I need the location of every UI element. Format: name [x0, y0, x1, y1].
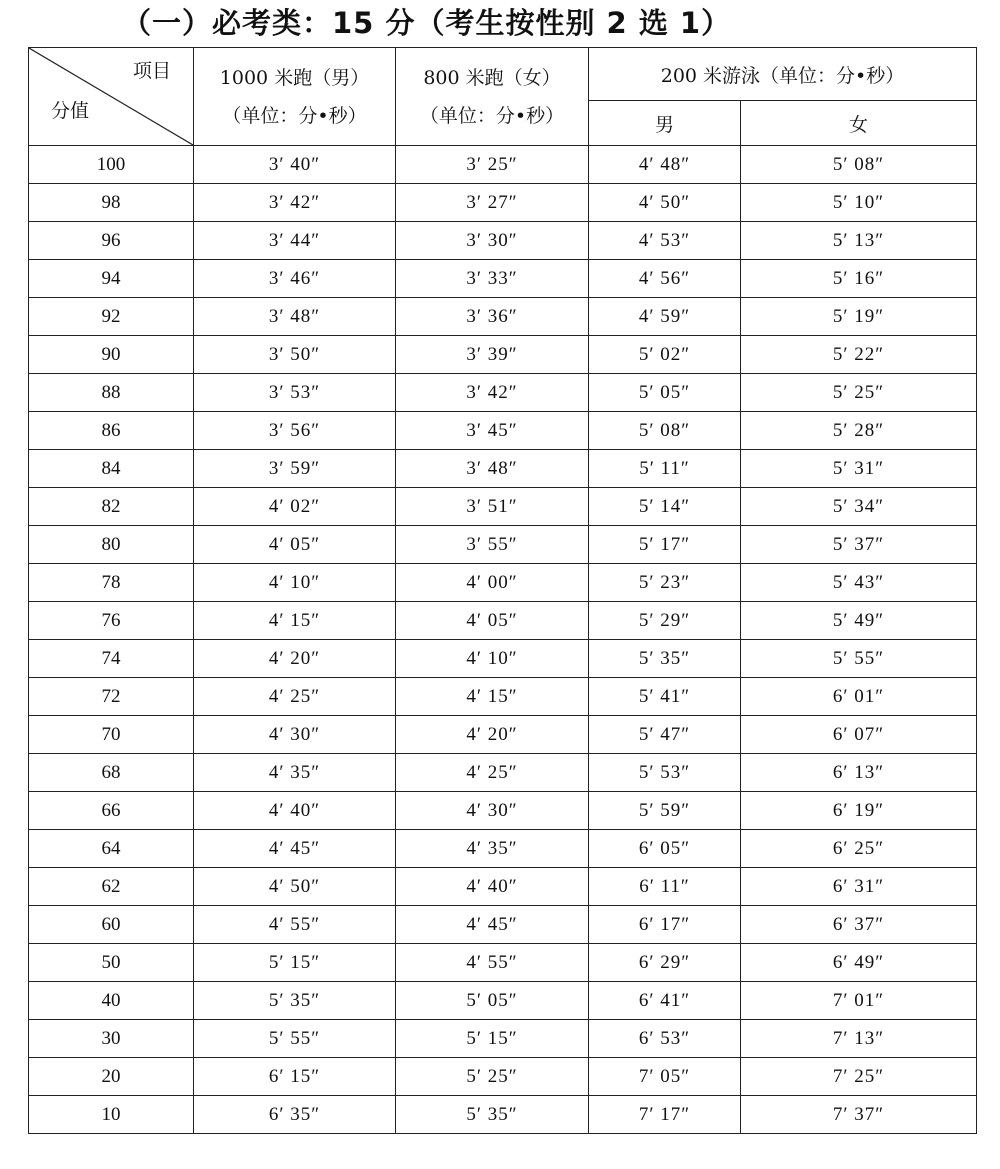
run-1000-cell: 5′ 35″	[194, 982, 396, 1020]
run-800-cell: 4′ 55″	[396, 944, 589, 982]
swim-male-cell: 5′ 08″	[589, 412, 741, 450]
swim-female-cell: 6′ 25″	[741, 830, 977, 868]
table-row	[29, 184, 977, 222]
run-1000-cell: 5′ 15″	[194, 944, 396, 982]
score-cell: 72	[29, 678, 194, 716]
header-swim-200: 200 米游泳（单位：分•秒）	[589, 48, 977, 101]
run-1000-cell: 3′ 48″	[194, 298, 396, 336]
swim-male-cell: 5′ 14″	[589, 488, 741, 526]
item-label: 项目	[132, 60, 171, 82]
swim-female-cell: 5′ 31″	[741, 450, 977, 488]
swim-male-cell: 5′ 29″	[589, 602, 741, 640]
run-1000-cell: 5′ 55″	[194, 1020, 396, 1058]
table-row	[29, 906, 977, 944]
run-1000-cell: 4′ 45″	[194, 830, 396, 868]
scoring-table	[28, 47, 977, 1134]
swim-male-cell: 5′ 47″	[589, 716, 741, 754]
score-cell: 80	[29, 526, 194, 564]
table-row	[29, 1058, 977, 1096]
score-cell: 74	[29, 640, 194, 678]
table-row	[29, 640, 977, 678]
header-run-1000-male	[194, 48, 396, 146]
table-row	[29, 488, 977, 526]
swim-female-cell: 7′ 37″	[741, 1096, 977, 1134]
table-row	[29, 944, 977, 982]
table-row	[29, 336, 977, 374]
score-cell: 10	[29, 1096, 194, 1134]
swim-female-cell: 5′ 25″	[741, 374, 977, 412]
swim-female-cell: 6′ 13″	[741, 754, 977, 792]
swim-male-cell: 5′ 53″	[589, 754, 741, 792]
swim-female-cell: 7′ 25″	[741, 1058, 977, 1096]
swim-female-cell: 5′ 10″	[741, 184, 977, 222]
score-cell: 88	[29, 374, 194, 412]
swim-female-cell: 5′ 34″	[741, 488, 977, 526]
swim-male-cell: 5′ 59″	[589, 792, 741, 830]
score-cell: 30	[29, 1020, 194, 1058]
swim-female-cell: 6′ 31″	[741, 868, 977, 906]
table-row	[29, 716, 977, 754]
swim-female-cell: 5′ 55″	[741, 640, 977, 678]
run-800-cell: 4′ 10″	[396, 640, 589, 678]
table-row	[29, 222, 977, 260]
header-swim-female: 女	[741, 101, 977, 146]
header-run-800-title: 800 米跑（女）	[423, 66, 561, 89]
run-1000-cell: 4′ 20″	[194, 640, 396, 678]
swim-female-cell: 5′ 13″	[741, 222, 977, 260]
table-row	[29, 1096, 977, 1134]
swim-male-cell: 5′ 23″	[589, 564, 741, 602]
table-row	[29, 564, 977, 602]
run-800-cell: 3′ 51″	[396, 488, 589, 526]
table-row	[29, 678, 977, 716]
swim-male-cell: 6′ 53″	[589, 1020, 741, 1058]
run-800-cell: 4′ 25″	[396, 754, 589, 792]
swim-female-cell: 6′ 01″	[741, 678, 977, 716]
run-800-cell: 3′ 36″	[396, 298, 589, 336]
run-1000-cell: 4′ 55″	[194, 906, 396, 944]
score-cell: 98	[29, 184, 194, 222]
table-row	[29, 450, 977, 488]
table-row	[29, 982, 977, 1020]
table-row	[29, 374, 977, 412]
run-800-cell: 4′ 00″	[396, 564, 589, 602]
swim-female-cell: 6′ 19″	[741, 792, 977, 830]
table-row	[29, 1020, 977, 1058]
score-cell: 66	[29, 792, 194, 830]
swim-male-cell: 6′ 29″	[589, 944, 741, 982]
run-800-cell: 4′ 30″	[396, 792, 589, 830]
table-row	[29, 868, 977, 906]
swim-male-cell: 5′ 05″	[589, 374, 741, 412]
score-cell: 90	[29, 336, 194, 374]
run-1000-cell: 4′ 35″	[194, 754, 396, 792]
run-800-cell: 4′ 15″	[396, 678, 589, 716]
table-row	[29, 830, 977, 868]
score-cell: 86	[29, 412, 194, 450]
corner-header-cell	[29, 48, 194, 146]
swim-male-cell: 4′ 56″	[589, 260, 741, 298]
swim-female-cell: 5′ 22″	[741, 336, 977, 374]
swim-female-cell: 5′ 28″	[741, 412, 977, 450]
run-1000-cell: 4′ 30″	[194, 716, 396, 754]
swim-male-cell: 6′ 41″	[589, 982, 741, 1020]
run-800-cell: 5′ 25″	[396, 1058, 589, 1096]
table-row	[29, 298, 977, 336]
score-cell: 100	[29, 146, 194, 184]
table-row	[29, 526, 977, 564]
run-800-cell: 3′ 33″	[396, 260, 589, 298]
header-run-800-unit: （单位：分•秒）	[419, 104, 565, 127]
swim-male-cell: 4′ 53″	[589, 222, 741, 260]
swim-female-cell: 7′ 13″	[741, 1020, 977, 1058]
run-800-cell: 5′ 35″	[396, 1096, 589, 1134]
run-1000-cell: 3′ 40″	[194, 146, 396, 184]
table-row	[29, 260, 977, 298]
run-1000-cell: 3′ 42″	[194, 184, 396, 222]
swim-male-cell: 5′ 11″	[589, 450, 741, 488]
run-1000-cell: 4′ 50″	[194, 868, 396, 906]
run-1000-cell: 4′ 02″	[194, 488, 396, 526]
swim-male-cell: 6′ 05″	[589, 830, 741, 868]
run-1000-cell: 3′ 50″	[194, 336, 396, 374]
run-800-cell: 3′ 55″	[396, 526, 589, 564]
run-1000-cell: 3′ 59″	[194, 450, 396, 488]
run-1000-cell: 6′ 15″	[194, 1058, 396, 1096]
table-row	[29, 792, 977, 830]
swim-male-cell: 4′ 59″	[589, 298, 741, 336]
run-800-cell: 5′ 05″	[396, 982, 589, 1020]
swim-female-cell: 5′ 43″	[741, 564, 977, 602]
swim-male-cell: 5′ 35″	[589, 640, 741, 678]
table-row	[29, 602, 977, 640]
swim-female-cell: 5′ 16″	[741, 260, 977, 298]
run-1000-cell: 6′ 35″	[194, 1096, 396, 1134]
run-1000-cell: 4′ 05″	[194, 526, 396, 564]
run-1000-cell: 3′ 56″	[194, 412, 396, 450]
score-cell: 82	[29, 488, 194, 526]
swim-male-cell: 5′ 41″	[589, 678, 741, 716]
run-800-cell: 4′ 35″	[396, 830, 589, 868]
run-1000-cell: 4′ 10″	[194, 564, 396, 602]
table-body	[29, 146, 977, 1134]
run-800-cell: 4′ 05″	[396, 602, 589, 640]
table-header	[29, 48, 977, 146]
swim-male-cell: 6′ 17″	[589, 906, 741, 944]
swim-female-cell: 6′ 37″	[741, 906, 977, 944]
swim-female-cell: 6′ 49″	[741, 944, 977, 982]
swim-male-cell: 4′ 50″	[589, 184, 741, 222]
run-800-cell: 4′ 45″	[396, 906, 589, 944]
run-800-cell: 5′ 15″	[396, 1020, 589, 1058]
swim-male-cell: 5′ 02″	[589, 336, 741, 374]
score-cell: 92	[29, 298, 194, 336]
header-run-1000-title: 1000 米跑（男）	[219, 66, 370, 89]
run-1000-cell: 3′ 53″	[194, 374, 396, 412]
swim-female-cell: 7′ 01″	[741, 982, 977, 1020]
run-800-cell: 3′ 48″	[396, 450, 589, 488]
swim-female-cell: 5′ 37″	[741, 526, 977, 564]
run-1000-cell: 4′ 40″	[194, 792, 396, 830]
score-label: 分值	[51, 100, 90, 122]
score-cell: 50	[29, 944, 194, 982]
table-row	[29, 412, 977, 450]
score-cell: 64	[29, 830, 194, 868]
run-1000-cell: 4′ 25″	[194, 678, 396, 716]
score-cell: 94	[29, 260, 194, 298]
swim-male-cell: 7′ 05″	[589, 1058, 741, 1096]
score-cell: 96	[29, 222, 194, 260]
score-cell: 84	[29, 450, 194, 488]
score-cell: 78	[29, 564, 194, 602]
swim-female-cell: 5′ 08″	[741, 146, 977, 184]
score-cell: 76	[29, 602, 194, 640]
run-800-cell: 3′ 30″	[396, 222, 589, 260]
swim-male-cell: 7′ 17″	[589, 1096, 741, 1134]
run-800-cell: 3′ 27″	[396, 184, 589, 222]
run-800-cell: 3′ 45″	[396, 412, 589, 450]
score-cell: 62	[29, 868, 194, 906]
swim-female-cell: 6′ 07″	[741, 716, 977, 754]
run-800-cell: 3′ 25″	[396, 146, 589, 184]
swim-female-cell: 5′ 49″	[741, 602, 977, 640]
page-title: （一）必考类：15 分（考生按性别 2 选 1）	[122, 6, 732, 40]
run-1000-cell: 3′ 46″	[194, 260, 396, 298]
swim-male-cell: 5′ 17″	[589, 526, 741, 564]
swim-female-cell: 5′ 19″	[741, 298, 977, 336]
header-swim-male: 男	[589, 101, 741, 146]
table-row	[29, 754, 977, 792]
score-cell: 40	[29, 982, 194, 1020]
score-cell: 70	[29, 716, 194, 754]
run-800-cell: 4′ 20″	[396, 716, 589, 754]
header-run-1000-unit: （单位：分•秒）	[222, 104, 367, 127]
header-run-800-female	[396, 48, 589, 146]
swim-male-cell: 6′ 11″	[589, 868, 741, 906]
run-800-cell: 3′ 42″	[396, 374, 589, 412]
swim-male-cell: 4′ 48″	[589, 146, 741, 184]
score-cell: 20	[29, 1058, 194, 1096]
run-1000-cell: 3′ 44″	[194, 222, 396, 260]
score-cell: 60	[29, 906, 194, 944]
score-cell: 68	[29, 754, 194, 792]
run-800-cell: 4′ 40″	[396, 868, 589, 906]
run-800-cell: 3′ 39″	[396, 336, 589, 374]
run-1000-cell: 4′ 15″	[194, 602, 396, 640]
table-row	[29, 146, 977, 184]
